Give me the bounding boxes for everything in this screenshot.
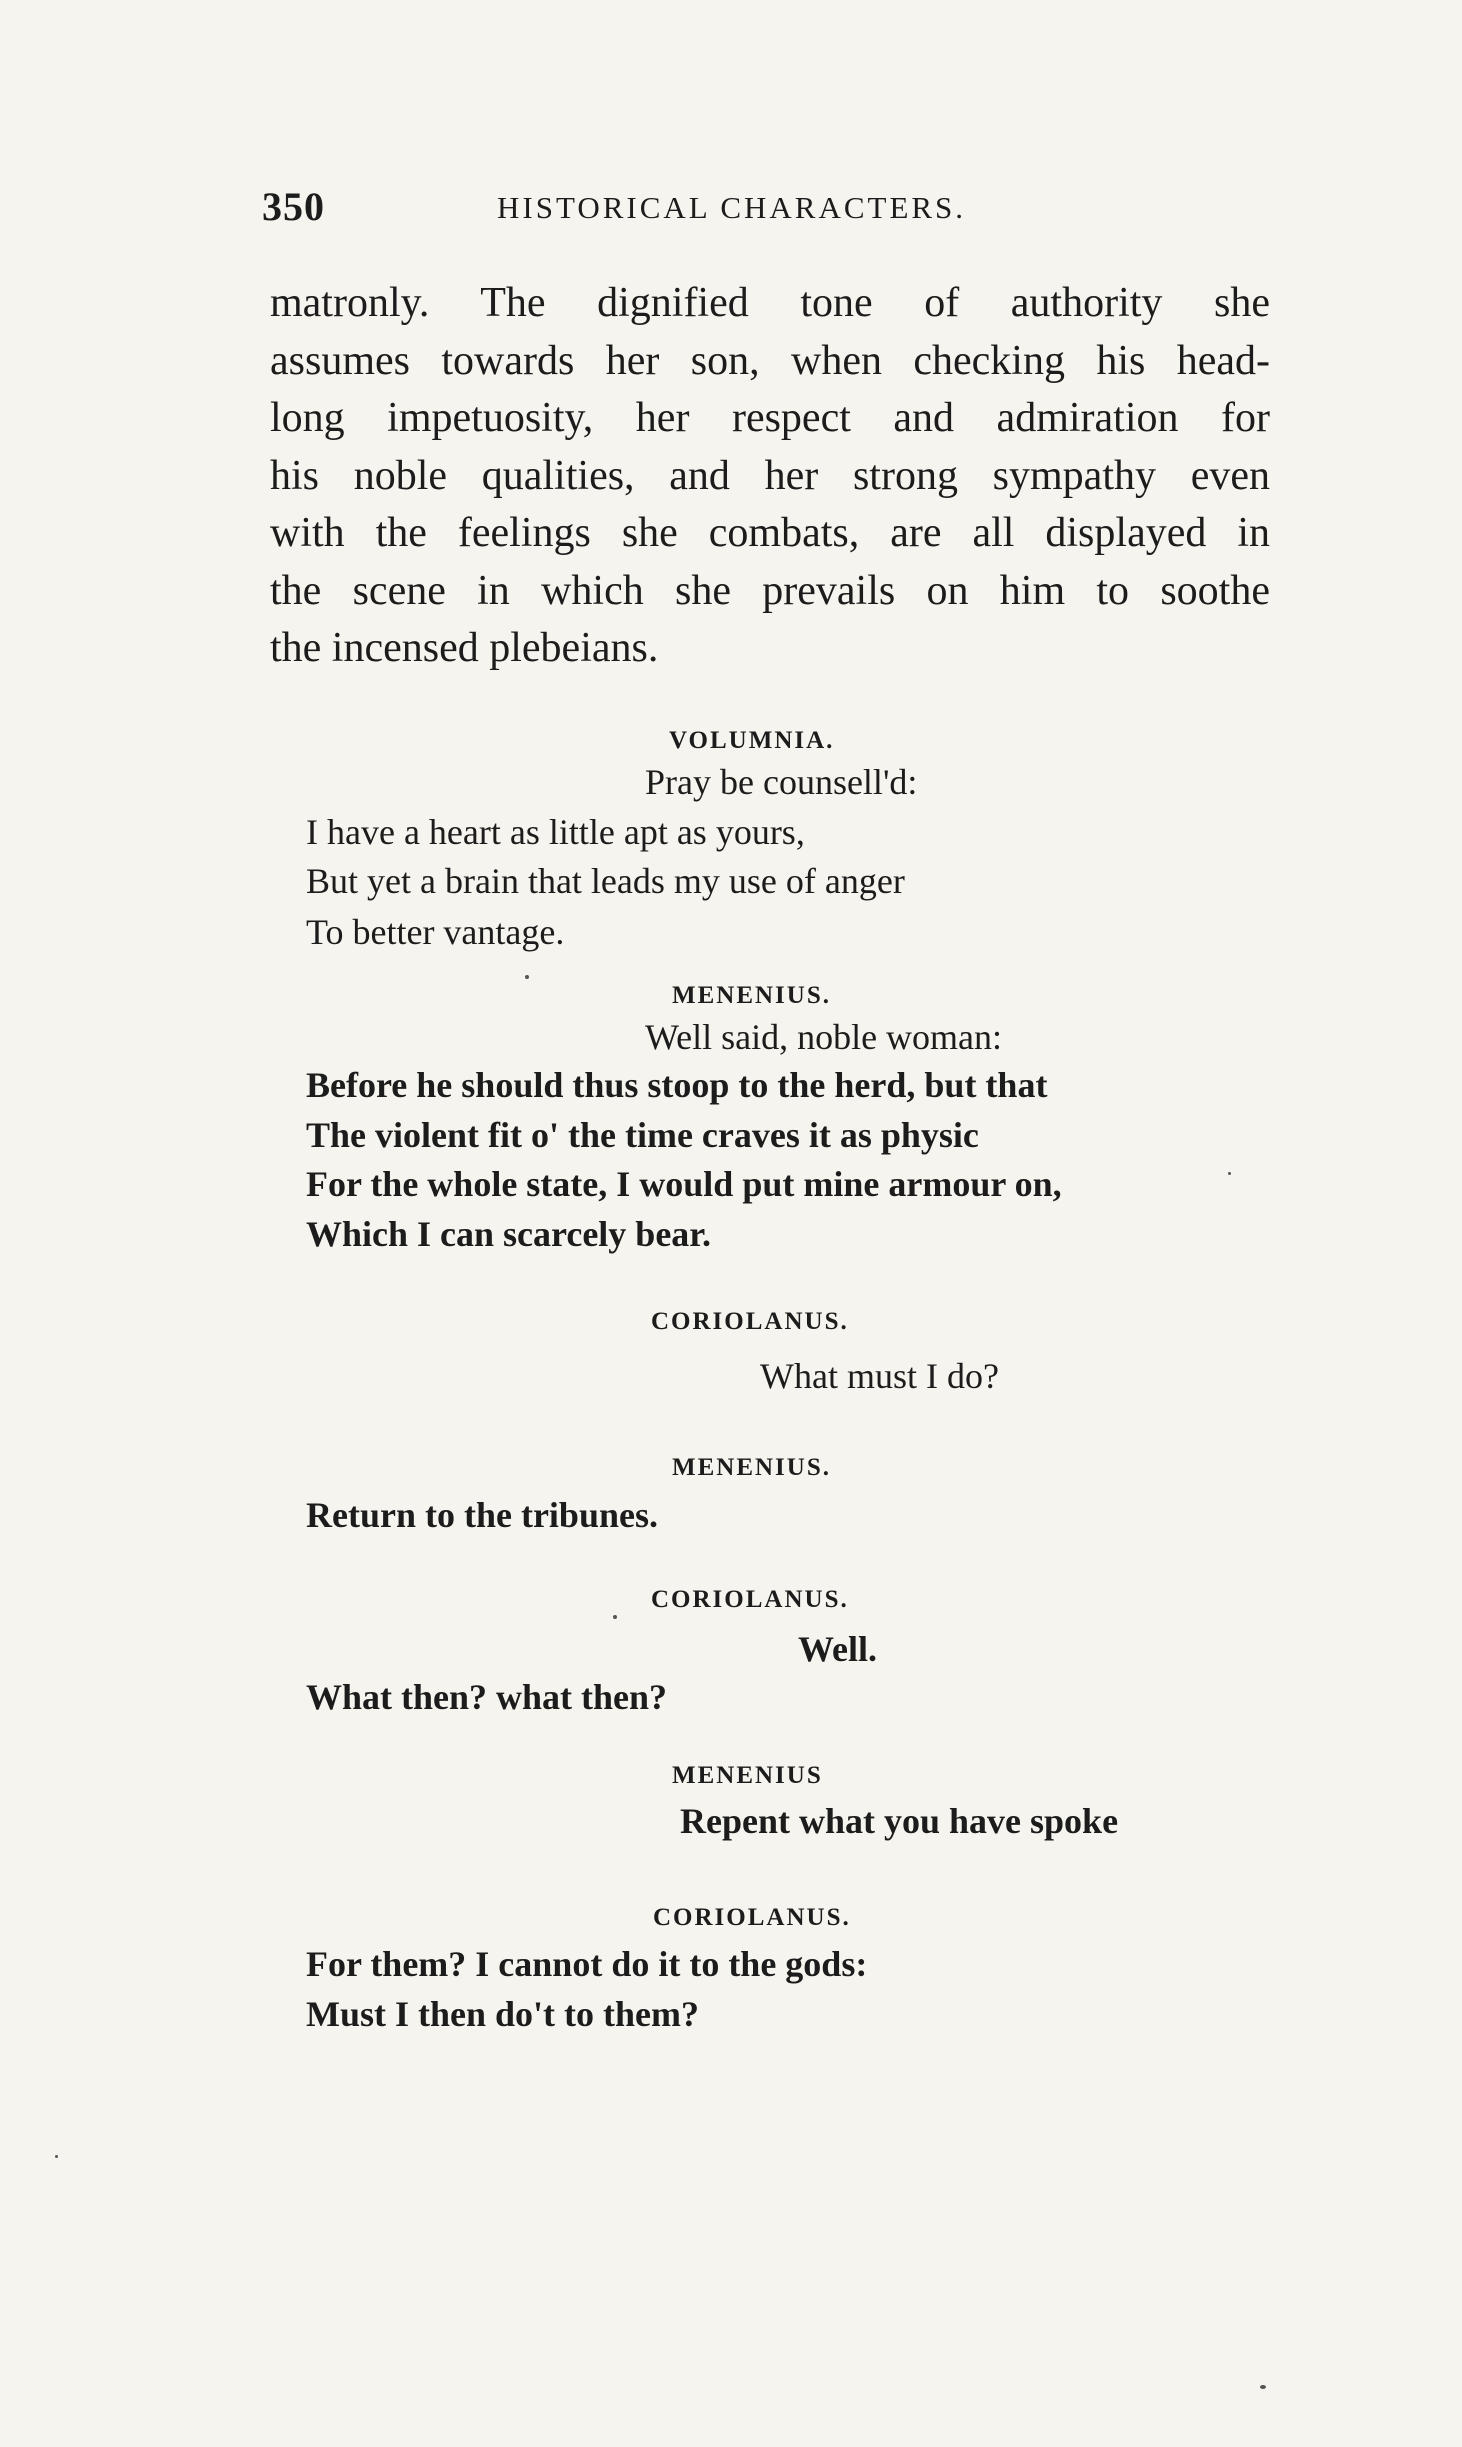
speaker-name: CORIOLANUS. (651, 1308, 849, 1335)
verse-line: But yet a brain that leads my use of anger (306, 861, 905, 901)
verse-line: For them? I cannot do it to the gods: (306, 1944, 868, 1984)
speaker-name: VOLUMNIA. (669, 727, 835, 754)
verse-line: Pray be counsell'd: (645, 762, 918, 802)
page-number: 350 (262, 184, 325, 229)
paper-speck (1260, 2385, 1266, 2389)
verse-line: The violent fit o' the time craves it as physic (306, 1115, 979, 1155)
prose-line: the incensed plebeians. (270, 625, 659, 671)
prose-paragraph (270, 275, 1270, 678)
prose-line: matronly. The dignified tone of authority she (270, 280, 1270, 326)
speaker-name: MENENIUS. (672, 1454, 831, 1481)
prose-line: assumes towards her son, when checking his head- (270, 337, 1270, 384)
verse-line: To better vantage. (306, 912, 565, 952)
speaker-name: CORIOLANUS. (651, 1586, 849, 1613)
verse-line: I have a heart as little apt as yours, (306, 812, 805, 852)
prose-line: long impetuosity, her respect and admiration for (270, 395, 1270, 441)
speaker-name: MENENIUS. (672, 982, 831, 1009)
paper-speck (1228, 1172, 1231, 1175)
verse-line: Return to the tribunes. (306, 1495, 658, 1535)
verse-line: What must I do? (760, 1356, 999, 1396)
prose-line: the scene in which she prevails on him to soothe (270, 567, 1270, 614)
verse-line: Well said, noble woman: (645, 1017, 1003, 1057)
speaker-name: CORIOLANUS. (653, 1904, 851, 1931)
speaker-name: MENENIUS (672, 1762, 823, 1789)
prose-line: with the feelings she combats, are all displayed in (270, 510, 1270, 556)
paper-speck (55, 2155, 58, 2158)
paper-speck (613, 1615, 617, 1619)
verse-line: Must I then do't to them? (306, 1994, 699, 2034)
verse-line: What then? what then? (306, 1677, 668, 1717)
verse-line: Repent what you have spoke (680, 1801, 1119, 1841)
verse-line: For the whole state, I would put mine armour on, (306, 1164, 1062, 1204)
verse-line: Which I can scarcely bear. (306, 1214, 711, 1254)
running-head: HISTORICAL CHARACTERS. (497, 190, 967, 225)
prose-line: his noble qualities, and her strong sympathy even (270, 452, 1270, 499)
verse-line: Well. (798, 1629, 877, 1669)
paper-speck (525, 975, 529, 979)
verse-line: Before he should thus stoop to the herd, but that (306, 1065, 1048, 1105)
